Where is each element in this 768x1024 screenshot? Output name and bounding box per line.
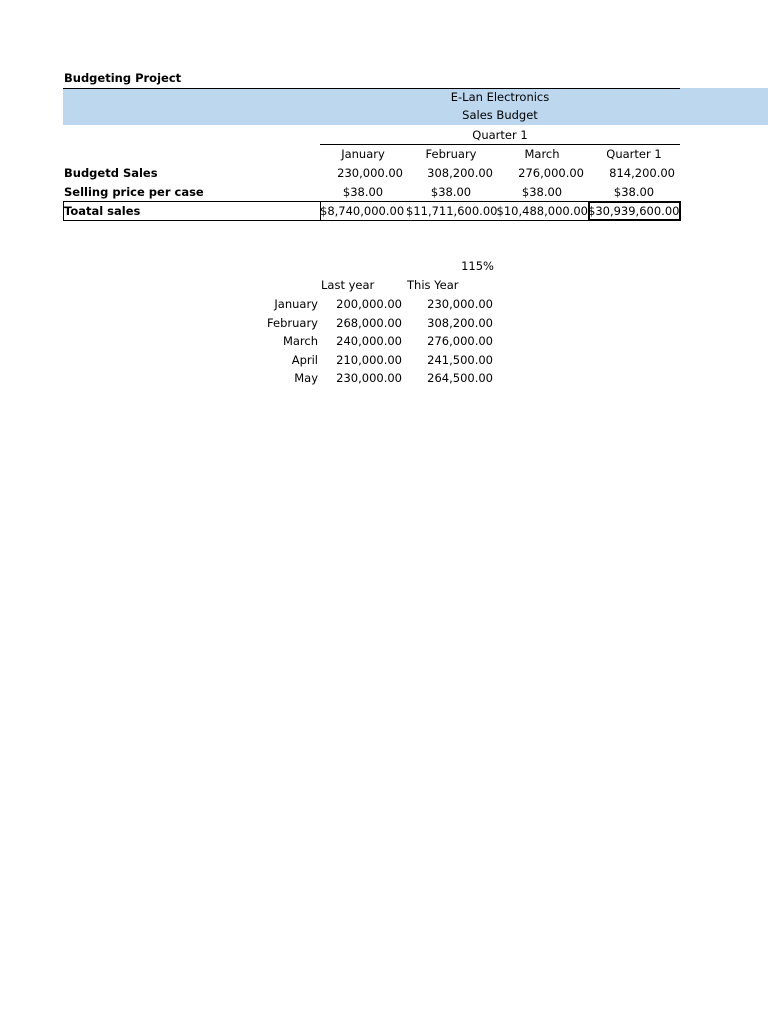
table-cell: $8,740,000.00 xyxy=(320,204,405,218)
col-header-march: March xyxy=(524,147,560,161)
growth-cell: 276,000.00 xyxy=(427,334,493,348)
growth-cell: 230,000.00 xyxy=(336,371,402,385)
company-name: E-Lan Electronics xyxy=(450,90,550,104)
table-cell-selected: $30,939,600.00 xyxy=(588,204,680,218)
row-label-total-sales: Toatal sales xyxy=(64,204,141,218)
table-cell: $38.00 xyxy=(430,185,472,199)
growth-row-month: January xyxy=(274,297,318,311)
growth-cell: 264,500.00 xyxy=(427,371,493,385)
growth-row-month: March xyxy=(282,334,318,348)
growth-header-this-year: This Year xyxy=(407,278,459,292)
col-header-january: January xyxy=(341,147,385,161)
table-cell: $38.00 xyxy=(613,185,655,199)
growth-cell: 210,000.00 xyxy=(336,353,402,367)
growth-row-month: May xyxy=(294,371,318,385)
growth-cell: 230,000.00 xyxy=(427,297,493,311)
row-label-budgeted-sales: Budgetd Sales xyxy=(64,166,158,180)
table-cell: 276,000.00 xyxy=(518,166,584,180)
growth-cell: 200,000.00 xyxy=(336,297,402,311)
table-cell: $38.00 xyxy=(521,185,563,199)
table-cell: $11,711,600.00 xyxy=(406,204,498,218)
table-cell: 230,000.00 xyxy=(337,166,403,180)
growth-cell: 268,000.00 xyxy=(336,316,402,330)
col-header-february: February xyxy=(425,147,477,161)
growth-header-last-year: Last year xyxy=(321,278,375,292)
table-cell: $38.00 xyxy=(342,185,384,199)
period-header: Quarter 1 xyxy=(472,128,528,142)
table-cell: 308,200.00 xyxy=(427,166,493,180)
growth-row-month: April xyxy=(291,353,318,367)
table-cell: $10,488,000.00 xyxy=(496,204,588,218)
table-cell: 814,200.00 xyxy=(609,166,675,180)
growth-cell: 241,500.00 xyxy=(427,353,493,367)
growth-cell: 240,000.00 xyxy=(336,334,402,348)
project-title: Budgeting Project xyxy=(64,71,182,85)
col-header-quarter: Quarter 1 xyxy=(606,147,662,161)
row-label-selling-price: Selling price per case xyxy=(64,185,204,199)
budget-subtitle: Sales Budget xyxy=(462,108,538,122)
growth-cell: 308,200.00 xyxy=(427,316,493,330)
growth-rate: 115% xyxy=(461,259,494,273)
growth-row-month: February xyxy=(267,316,318,330)
